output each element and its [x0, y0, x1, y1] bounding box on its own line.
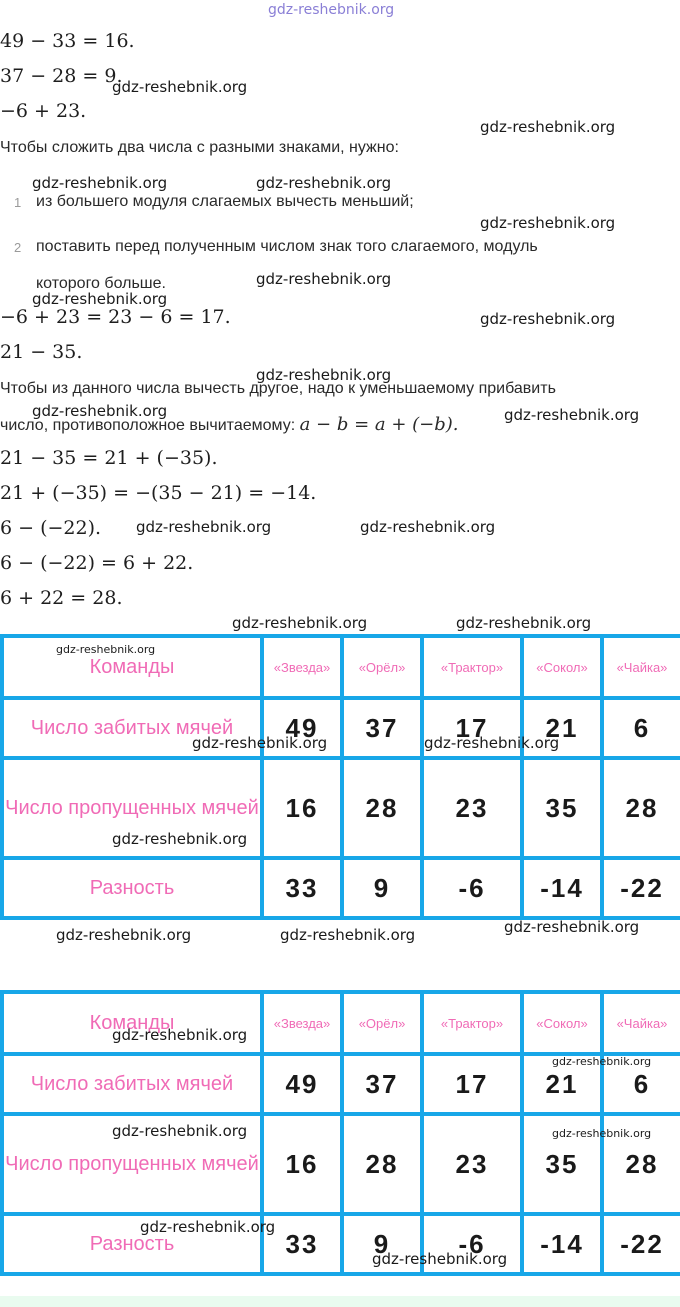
watermark: gdz-reshebnik.org: [256, 366, 392, 384]
watermark: gdz-reshebnik.org: [232, 614, 368, 632]
table-row: [2, 698, 680, 758]
watermark: gdz-reshebnik.org: [56, 643, 156, 656]
watermark: gdz-reshebnik.org: [56, 926, 192, 944]
row-label: Разность: [2, 1214, 262, 1274]
value-cell: 6: [602, 1054, 680, 1114]
header-cell: Команды: [2, 992, 262, 1054]
value-cell: -22: [602, 1214, 680, 1274]
value-cell: 21: [522, 1054, 602, 1114]
watermark: gdz-reshebnik.org: [112, 830, 248, 848]
value-cell: -14: [522, 1214, 602, 1274]
table-row: [2, 758, 680, 858]
solution-line-5: 21 − 35.: [0, 341, 83, 363]
team-cell: «Орёл»: [342, 636, 422, 698]
header-cell: Команды: [2, 636, 262, 698]
solution-line-3: −6 + 23.: [0, 100, 87, 122]
value-cell: 28: [602, 1114, 680, 1214]
table-row: [2, 858, 680, 918]
watermark: gdz-reshebnik.org: [268, 2, 395, 18]
watermark: gdz-reshebnik.org: [480, 214, 616, 232]
watermark: gdz-reshebnik.org: [256, 174, 392, 192]
solution-line-8: 6 − (−22).: [0, 517, 102, 539]
team-cell: «Трактор»: [422, 992, 522, 1054]
watermark: gdz-reshebnik.org: [112, 78, 248, 96]
value-cell: 9: [342, 858, 422, 918]
value-cell: 28: [342, 758, 422, 858]
row-label: Разность: [2, 858, 262, 918]
team-cell: «Чайка»: [602, 636, 680, 698]
solution-line-10: 6 + 22 = 28.: [0, 587, 123, 609]
solution-line-4: −6 + 23 = 23 − 6 = 17.: [0, 306, 231, 328]
value-cell: 33: [262, 858, 342, 918]
team-cell: «Трактор»: [422, 636, 522, 698]
watermark: gdz-reshebnik.org: [504, 918, 640, 936]
team-cell: «Сокол»: [522, 992, 602, 1054]
rule-subtraction-text: число, противоположное вычитаемому:: [0, 417, 296, 434]
team-cell: «Чайка»: [602, 992, 680, 1054]
watermark: gdz-reshebnik.org: [32, 290, 168, 308]
rule-addition: Чтобы сложить два числа с разными знаками, нужно:: [0, 139, 399, 156]
step-1-text: из большего модуля слагаемых вычесть меньший;: [36, 193, 414, 210]
value-cell: 17: [422, 1054, 522, 1114]
step-2-text: поставить перед полученным числом знак того слагаемого, модуль: [36, 238, 538, 255]
watermark: gdz-reshebnik.org: [480, 118, 616, 136]
value-cell: -14: [522, 858, 602, 918]
value-cell: 35: [522, 758, 602, 858]
solution-line-7: 21 + (−35) = −(35 − 21) = −14.: [0, 482, 317, 504]
team-cell: «Орёл»: [342, 992, 422, 1054]
value-cell: 16: [262, 1114, 342, 1214]
watermark: gdz-reshebnik.org: [372, 1250, 508, 1268]
value-cell: -22: [602, 858, 680, 918]
row-label: Число пропущенных мячей: [2, 1114, 262, 1214]
value-cell: 17: [422, 698, 522, 758]
value-cell: 37: [342, 1054, 422, 1114]
watermark: gdz-reshebnik.org: [112, 1026, 248, 1044]
watermark: gdz-reshebnik.org: [424, 734, 560, 752]
watermark: gdz-reshebnik.org: [280, 926, 416, 944]
team-cell: «Звезда»: [262, 992, 342, 1054]
value-cell: 21: [522, 698, 602, 758]
value-cell: 33: [262, 1214, 342, 1274]
table-row: [2, 1214, 680, 1274]
team-cell: «Звезда»: [262, 636, 342, 698]
watermark: gdz-reshebnik.org: [456, 614, 592, 632]
value-cell: 28: [602, 758, 680, 858]
team-cell: «Сокол»: [522, 636, 602, 698]
value-cell: 23: [422, 758, 522, 858]
value-cell: 6: [602, 698, 680, 758]
watermark: gdz-reshebnik.org: [552, 1055, 652, 1068]
watermark: gdz-reshebnik.org: [136, 518, 272, 536]
row-label: Число пропущенных мячей: [2, 758, 262, 858]
value-cell: 9: [342, 1214, 422, 1274]
row-label: Число забитых мячей: [2, 698, 262, 758]
table-row-header: [2, 992, 680, 1054]
results-table-1: [0, 634, 680, 920]
value-cell: 35: [522, 1114, 602, 1214]
value-cell: 16: [262, 758, 342, 858]
solution-line-1: 49 − 33 = 16.: [0, 30, 135, 52]
watermark: gdz-reshebnik.org: [360, 518, 496, 536]
solution-line-9: 6 − (−22) = 6 + 22.: [0, 552, 194, 574]
step-number-1: 1: [14, 195, 22, 210]
step-number-2: 2: [14, 240, 22, 255]
value-cell: -6: [422, 1214, 522, 1274]
watermark: gdz-reshebnik.org: [140, 1218, 276, 1236]
watermark: gdz-reshebnik.org: [32, 174, 168, 192]
solution-line-2: 37 − 28 = 9.: [0, 65, 123, 87]
bottom-strip: [0, 1296, 680, 1307]
watermark: gdz-reshebnik.org: [480, 310, 616, 328]
row-label: Число забитых мячей: [2, 1054, 262, 1114]
rule-subtraction-formula: a − b = a + (−b).: [299, 414, 459, 435]
solution-line-6: 21 − 35 = 21 + (−35).: [0, 447, 218, 469]
value-cell: 37: [342, 698, 422, 758]
watermark: gdz-reshebnik.org: [256, 270, 392, 288]
value-cell: 28: [342, 1114, 422, 1214]
value-cell: 23: [422, 1114, 522, 1214]
watermark: gdz-reshebnik.org: [192, 734, 328, 752]
watermark: gdz-reshebnik.org: [112, 1122, 248, 1140]
value-cell: 49: [262, 1054, 342, 1114]
value-cell: 49: [262, 698, 342, 758]
rule-subtraction-line-1: Чтобы из данного числа вычесть другое, надо к уменьшаемому прибавить: [0, 380, 556, 397]
watermark: gdz-reshebnik.org: [32, 402, 168, 420]
value-cell: -6: [422, 858, 522, 918]
step-2-text-continued: которого больше.: [36, 275, 166, 292]
watermark: gdz-reshebnik.org: [552, 1127, 652, 1140]
watermark: gdz-reshebnik.org: [504, 406, 640, 424]
